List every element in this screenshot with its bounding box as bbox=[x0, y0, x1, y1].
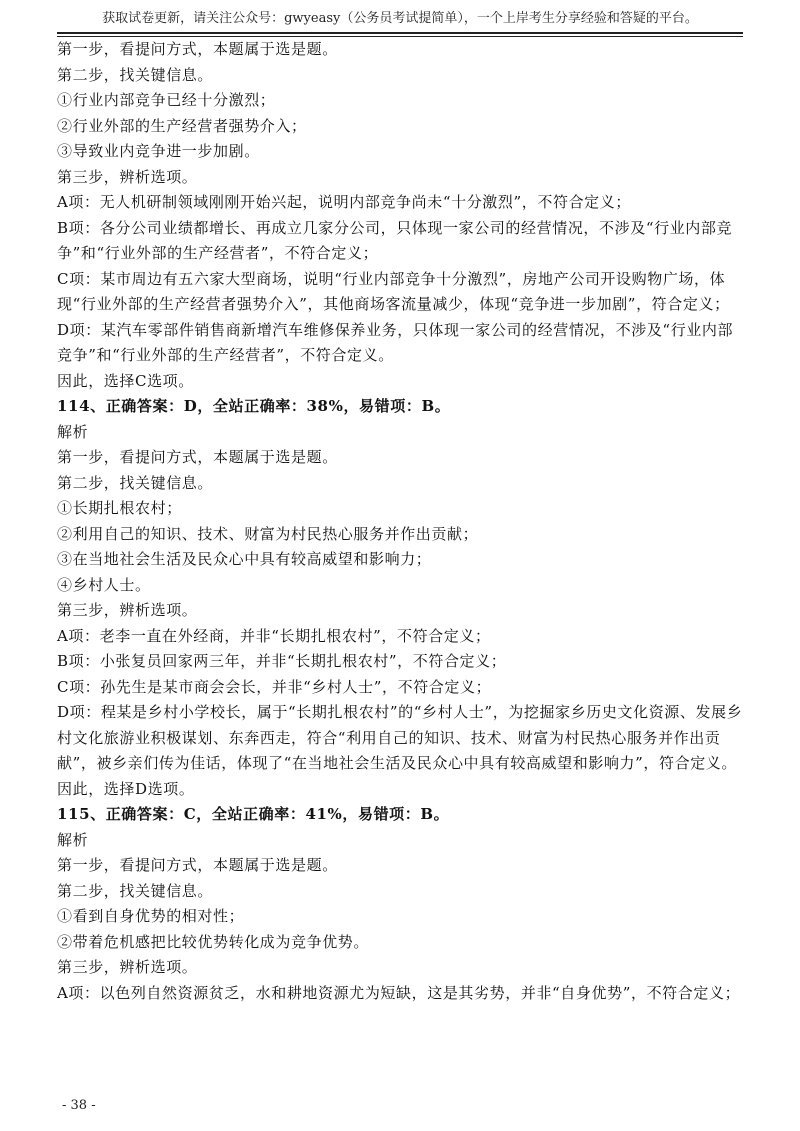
text-paragraph: C项：某市周边有五六家大型商场，说明“行业内部竞争十分激烈”，房地产公司开设购物广场，体现“行业外部的生产经营者强势介入”，其他商场客流量减少，体现“竞争进一步加剧”，符合定义； bbox=[57, 269, 730, 313]
header-rule-thick bbox=[57, 32, 743, 34]
text-paragraph: A项：以色列自然资源贫乏，水和耕地资源尤为短缺，这是其劣势，并非“自身优势”，不符合定义； bbox=[57, 983, 741, 1002]
text-paragraph: ②利用自己的知识、技术、财富为村民热心服务并作出贡献； bbox=[57, 524, 479, 543]
document-body bbox=[57, 37, 743, 1006]
text-paragraph: 第一步，看提问方式，本题属于选是题。 bbox=[57, 856, 338, 874]
text-paragraph: 解析 bbox=[57, 830, 89, 849]
text-paragraph: 第一步，看提问方式，本题属于选是题。 bbox=[57, 448, 338, 466]
page-header: 获取试卷更新，请关注公众号：gwyeasy（公务员考试提简单），一个上岸考生分享经验和答疑的平台。 bbox=[102, 11, 698, 26]
text-paragraph: D项：某汽车零部件销售商新增汽车维修保养业务，只体现一家公司的经营情况，不涉及“行业内部竞争”和“行业外部的生产经营者”，不符合定义。 bbox=[57, 320, 734, 364]
text-paragraph: 第二步，找关键信息。 bbox=[57, 881, 214, 900]
text-paragraph: 第三步，辨析选项。 bbox=[57, 958, 198, 976]
answer-heading: 114、正确答案：D，全站正确率：38%，易错项：B。 bbox=[57, 397, 451, 415]
text-paragraph: ②行业外部的生产经营者强势介入； bbox=[57, 116, 307, 135]
text-paragraph: ④乡村人士。 bbox=[57, 575, 151, 594]
text-paragraph: A项：无人机研制领域刚刚开始兴起，说明内部竞争尚未“十分激烈”，不符合定义； bbox=[57, 193, 631, 211]
text-paragraph: 第二步，找关键信息。 bbox=[57, 473, 214, 492]
text-paragraph: 第三步，辨析选项。 bbox=[57, 167, 198, 186]
text-paragraph: B项：小张复员回家两三年，并非“长期扎根农村”，不符合定义； bbox=[57, 652, 507, 670]
text-paragraph: 第二步，找关键信息。 bbox=[57, 65, 214, 84]
text-paragraph: 第一步，看提问方式，本题属于选是题。 bbox=[57, 40, 338, 58]
text-paragraph: D项：程某是乡村小学校长，属于“长期扎根农村”的“乡村人士”，为挖掘家乡历史文化资源、发展乡村文化旅游业积极谋划、东奔西走，符合“利用自己的知识、技术、财富为村民热心服务并作出贡献”，被乡亲们传为佳话，体现了“在当地社会生活及民众心中具有较高威望和影响力”，符合定义。 bbox=[57, 703, 743, 772]
text-paragraph: A项：老李一直在外经商，并非“长期扎根农村”，不符合定义； bbox=[57, 626, 491, 645]
text-paragraph: 因此，选择C选项。 bbox=[57, 371, 194, 390]
text-paragraph: ①长期扎根农村； bbox=[57, 499, 182, 517]
text-paragraph: ②带着危机感把比较优势转化成为竞争优势。 bbox=[57, 932, 370, 951]
text-paragraph: C项：孙先生是某市商会会长，并非“乡村人士”，不符合定义； bbox=[57, 677, 492, 696]
text-paragraph: ①看到自身优势的相对性； bbox=[57, 907, 245, 925]
text-paragraph: ③导致业内竞争进一步加剧。 bbox=[57, 142, 260, 160]
text-paragraph: 因此，选择D选项。 bbox=[57, 779, 195, 798]
text-paragraph: 第三步，辨析选项。 bbox=[57, 601, 198, 619]
text-paragraph: B项：各分公司业绩都增长、再成立几家分公司，只体现一家公司的经营情况，不涉及“行业内部竞争”和“行业外部的生产经营者”，不符合定义； bbox=[57, 218, 733, 262]
text-paragraph: ③在当地社会生活及民众心中具有较高威望和影响力； bbox=[57, 550, 432, 568]
page-number: - 38 - bbox=[62, 1098, 96, 1113]
text-paragraph: 解析 bbox=[57, 422, 89, 441]
text-paragraph: ①行业内部竞争已经十分激烈； bbox=[57, 91, 276, 109]
answer-heading: 115、正确答案：C，全站正确率：41%，易错项：B。 bbox=[57, 805, 450, 823]
